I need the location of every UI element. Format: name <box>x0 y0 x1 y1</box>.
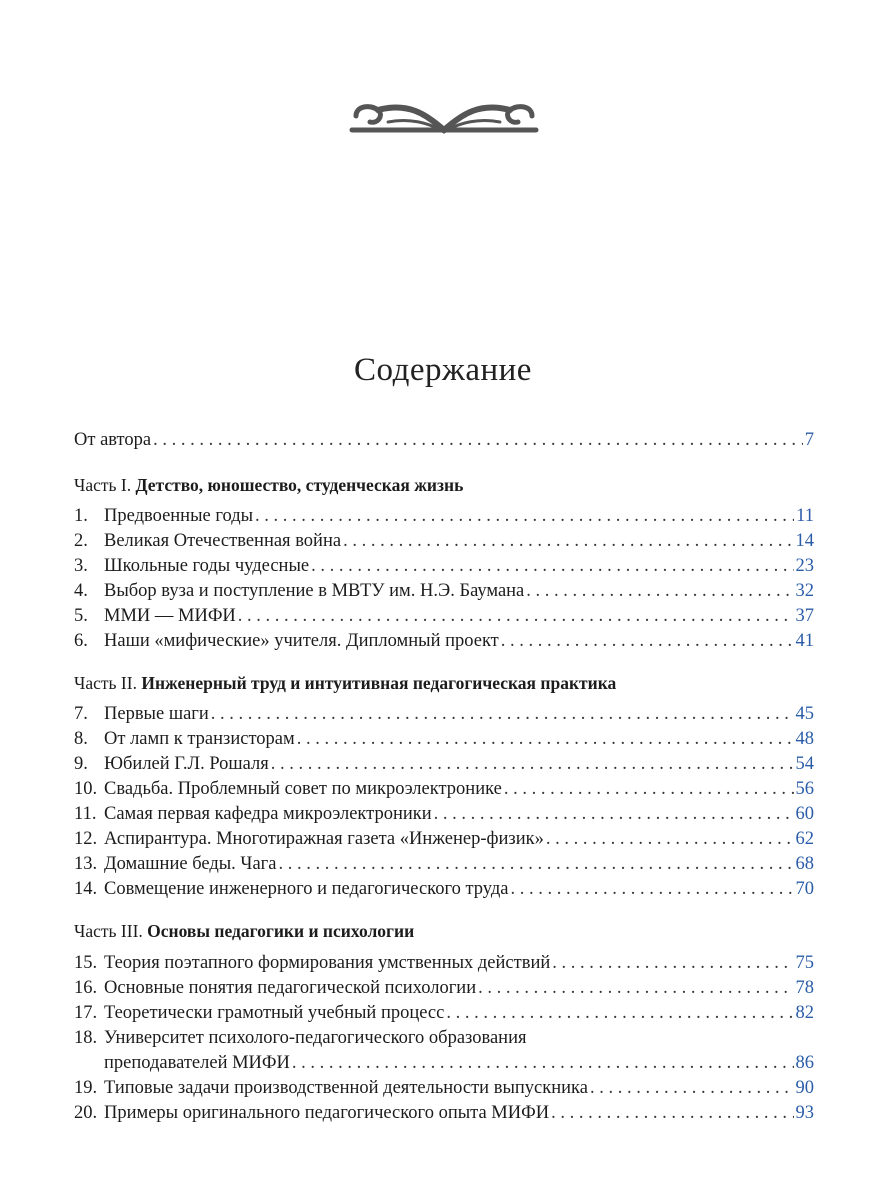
toc-page-number: 54 <box>795 754 814 774</box>
toc-entry[interactable] <box>74 579 814 604</box>
toc-entry-number: 11. <box>74 804 97 824</box>
toc-entry-number: 10. <box>74 779 98 799</box>
toc-entry-number: 15. <box>74 953 98 973</box>
toc-entry-text: Основные понятия педагогической психологии <box>104 978 477 998</box>
part-title: Основы педагогики и психологии <box>147 921 415 941</box>
toc-entry[interactable] <box>74 702 814 727</box>
leader-dots <box>311 554 793 579</box>
toc-entry-number: 9. <box>74 754 88 774</box>
toc-entry[interactable] <box>74 529 814 554</box>
toc-entry-text: От ламп к транзисторам <box>104 729 295 749</box>
toc-entry-text: От автора <box>74 430 152 450</box>
leader-dots <box>434 802 794 827</box>
toc-entry-number: 2. <box>74 531 88 551</box>
toc-entry[interactable] <box>74 1001 814 1026</box>
toc-entry-number: 4. <box>74 581 88 601</box>
toc-entry[interactable] <box>74 604 814 629</box>
toc-entry[interactable] <box>74 727 814 752</box>
toc-entry-number: 3. <box>74 556 88 576</box>
toc-entry-text: Теория поэтапного формирования умственных действий <box>104 953 551 973</box>
part-label: Часть III. <box>74 921 143 941</box>
toc-entry-text: Предвоенные годы <box>104 506 254 526</box>
part-title: Детство, юношество, студенческая жизнь <box>135 475 464 495</box>
leader-dots <box>590 1076 794 1101</box>
toc-page-number: 62 <box>795 829 814 849</box>
leader-dots <box>255 504 794 529</box>
toc-entry-text: Университет психолого-педагогического образования <box>104 1028 527 1048</box>
leader-dots <box>478 976 793 1001</box>
toc-page-number: 75 <box>795 953 814 973</box>
leader-dots <box>271 752 794 777</box>
page-title: Содержание <box>354 352 532 388</box>
toc-entry[interactable] <box>74 504 814 529</box>
toc-entry[interactable] <box>74 802 814 827</box>
toc-entry-number: 8. <box>74 729 88 749</box>
toc-entry-text: Выбор вуза и поступление в МВТУ им. Н.Э. Баумана <box>104 581 525 601</box>
part-title: Инженерный труд и интуитивная педагогическая практика <box>141 673 617 693</box>
toc-entry-text: Типовые задачи производственной деятельности выпускника <box>104 1078 588 1098</box>
toc-page-number: 23 <box>795 556 814 576</box>
toc-entry-number: 18. <box>74 1028 98 1048</box>
toc-entry-text: Первые шаги <box>104 704 209 724</box>
toc-page-number: 93 <box>795 1103 814 1123</box>
leader-dots <box>504 777 794 802</box>
ornament-divider-icon <box>348 96 540 142</box>
toc-entry-text: Домашние беды. Чага <box>104 854 277 874</box>
toc-page-number: 37 <box>795 606 814 626</box>
part-heading <box>74 671 814 696</box>
leader-dots <box>526 579 793 604</box>
toc-entry-text: Наши «мифические» учителя. Дипломный проект <box>104 631 499 651</box>
toc-entry[interactable] <box>74 976 814 1001</box>
toc-page-number: 78 <box>795 978 814 998</box>
toc-entry-text: Примеры оригинального педагогического опыта МИФИ <box>104 1103 550 1123</box>
leader-dots <box>501 629 794 654</box>
toc-entry[interactable] <box>74 877 814 902</box>
leader-dots <box>551 1101 793 1126</box>
toc-entry-number: 17. <box>74 1003 98 1023</box>
toc-page-number: 86 <box>795 1053 814 1073</box>
toc-entry[interactable] <box>74 629 814 654</box>
toc-entry-text: Юбилей Г.Л. Рошаля <box>104 754 269 774</box>
toc-entry-text: Великая Отечественная война <box>104 531 342 551</box>
leader-dots <box>153 428 803 453</box>
leader-dots <box>552 951 793 976</box>
toc-entry-first-line[interactable] <box>74 1026 814 1051</box>
toc-entry[interactable] <box>74 852 814 877</box>
toc-page-number: 41 <box>795 631 814 651</box>
toc-entry[interactable] <box>74 777 814 802</box>
toc-entry-number: 7. <box>74 704 88 724</box>
toc-entry-text: Теоретически грамотный учебный процесс <box>104 1003 445 1023</box>
leader-dots <box>278 852 793 877</box>
toc-entry-number: 14. <box>74 879 98 899</box>
toc-entry-text: Самая первая кафедра микроэлектроники <box>104 804 432 824</box>
toc-entry[interactable] <box>74 1076 814 1101</box>
toc-entry-text: Аспирантура. Многотиражная газета «Инженер-физик» <box>104 829 544 849</box>
toc-page-number: 70 <box>795 879 814 899</box>
leader-dots <box>211 702 794 727</box>
toc-entry-number: 16. <box>74 978 98 998</box>
toc-page-number: 48 <box>795 729 814 749</box>
part-label: Часть II. <box>74 673 137 693</box>
toc-entry-text: Школьные годы чудесные <box>104 556 310 576</box>
toc-page-number: 11 <box>796 506 814 526</box>
toc-entry-number: 20. <box>74 1103 98 1123</box>
leader-dots <box>297 727 794 752</box>
toc-entry-text: Свадьба. Проблемный совет по микроэлектронике <box>104 779 502 799</box>
toc-page-number: 7 <box>804 430 814 450</box>
toc-page-number: 68 <box>795 854 814 874</box>
part-label: Часть I. <box>74 475 132 495</box>
part-heading <box>74 473 814 498</box>
toc-page-number: 82 <box>795 1003 814 1023</box>
toc-page-number: 45 <box>795 704 814 724</box>
toc-entry-number: 13. <box>74 854 98 874</box>
toc-entry-text: Совмещение инженерного и педагогического труда <box>104 879 509 899</box>
leader-dots <box>292 1051 794 1076</box>
toc-entry[interactable] <box>74 827 814 852</box>
toc-page-number: 60 <box>795 804 814 824</box>
toc-page-number: 14 <box>795 531 814 551</box>
leader-dots <box>238 604 794 629</box>
part-heading <box>74 919 814 944</box>
toc-page-number: 32 <box>795 581 814 601</box>
leader-dots <box>343 529 793 554</box>
leader-dots <box>546 827 794 852</box>
toc-entry-number: 12. <box>74 829 98 849</box>
toc-entry-text: преподавателей МИФИ <box>104 1053 290 1073</box>
toc-page-number: 90 <box>795 1078 814 1098</box>
toc-entry-text: ММИ — МИФИ <box>104 606 236 626</box>
toc-entry-number: 1. <box>74 506 88 526</box>
toc-entry[interactable] <box>74 554 814 579</box>
leader-dots <box>446 1001 793 1026</box>
toc-entry[interactable] <box>74 951 814 976</box>
toc-entry[interactable] <box>74 752 814 777</box>
leader-dots <box>510 877 793 902</box>
toc-entry-number: 6. <box>74 631 88 651</box>
toc-entry[interactable] <box>74 1101 814 1126</box>
toc-entry-intro[interactable] <box>74 428 814 453</box>
toc-entry-continuation[interactable] <box>74 1051 814 1076</box>
toc-page-number: 56 <box>795 779 814 799</box>
toc-entry-number: 5. <box>74 606 88 626</box>
toc-entry-number: 19. <box>74 1078 98 1098</box>
